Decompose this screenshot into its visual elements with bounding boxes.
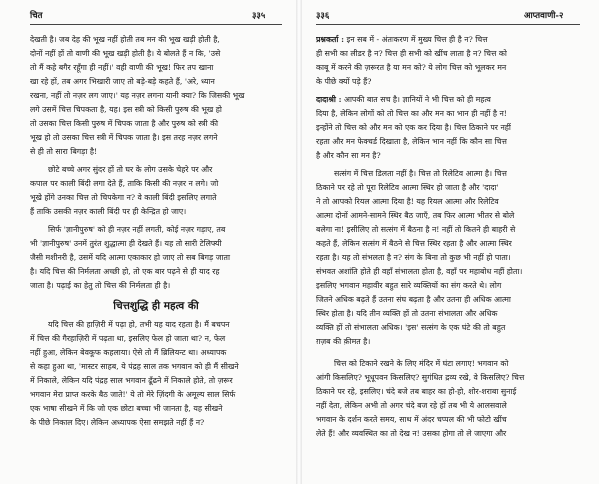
text-line: स्थिर होता है। यदि तीन व्यक्ति हों तो उतना संभालता और अधिक xyxy=(316,309,498,318)
text-line: रहता और मन फेक्चर्ड दिखाता है, लेकिन भान नहीं कि कौन सा चित्त xyxy=(316,137,507,146)
right-page-body xyxy=(316,33,580,442)
text-line: जितने अधिक बढ़ते हैं उतना संघ बढ़ता है और उतना ही अधिक आत्मा xyxy=(316,295,511,304)
left-header-rule xyxy=(30,24,282,25)
text-line: भगवान के दर्शन करते समय, साथ में अंदर चप्पल की भी फोटो खींच xyxy=(316,415,507,424)
text-line: नहीं देता, लेकिन अभी तो अगर चंदे बज रहे हों तब भी ये आलसवाले xyxy=(316,401,507,410)
text-line: में चित्त की गैरहाज़िरी में पढ़ता था, इसलिए फेल हो जाता था? न, फेल xyxy=(30,334,226,343)
text-line: ही सभी का लीडर है न? चित्त ही सभी को खींच लाता है न? चित्त को xyxy=(316,49,507,58)
left-page-header-title: चित xyxy=(30,11,43,21)
left-page-body xyxy=(30,33,282,431)
text-line: रहता है। यह तो संभलता है न? संग के बिना तो कुछ भी नहीं हो पाता। xyxy=(316,253,511,262)
text-line: कहते हैं, लेकिन सत्संग में बैठने से चित्त स्थिर रहता है और आत्मा स्थिर xyxy=(316,239,512,248)
text-line: के पीछे क्यों पड़े हैं? xyxy=(316,77,372,86)
left-paragraph-2 xyxy=(30,163,282,219)
questioner-label: प्रश्नकर्ता : xyxy=(316,35,344,44)
text-line: देखती है। जब देह की भूख नहीं होती तब मन की भूख खड़ी होती है, xyxy=(30,35,220,44)
text-line: जैसी मशीनरी है, उसमें यदि आत्मा एकाकार हो जाए तो सब बिगड़ जाता xyxy=(30,253,230,262)
text-line: आंगी किसलिए? भूधूपवन किसलिए? सुगंधित द्रव्य रखे, वे किसलिए? चित्त xyxy=(316,373,525,382)
text-line: बलेगा ना! इसीलिए तो सत्संग में बैठना है न! नहीं तो कितने ही बाहरी से xyxy=(316,225,516,234)
text-line: सत्संग में चित्त डिलता नहीं है। चित्त तो रिलेटिव आत्मा है। चित्त xyxy=(334,169,507,178)
left-paragraph-1 xyxy=(30,33,282,159)
right-page xyxy=(302,0,599,484)
text-line: खा रहे हों, तब अगर भिखारी जाए तो बड़े-बड़े कहते हैं, 'अरे, ध्यान xyxy=(30,77,215,86)
right-page-number: ३३६ xyxy=(316,11,330,21)
text-line: रखना, नहीं तो नज़र लग जाए।' यह नज़र लगना यानी क्या? कि जिसकी भूख xyxy=(30,91,245,100)
question-paragraph xyxy=(316,33,580,89)
text-line: कपाल पर काली बिंदी लगा देते हैं, ताकि किसी की नज़र न लगे। जो xyxy=(30,179,219,188)
text-line: ठिकाने पर रहे, इसलिए। चंदे बजे तब बाहर का हो-हो, शोर-शराबा सुनाई xyxy=(316,387,517,396)
text-line: से ही तो सारा बिगड़ा है! xyxy=(30,147,98,156)
left-page xyxy=(0,0,296,484)
text-line: है। यदि चित्त की निर्मलता अच्छी हो, तो एक बार पढ़ने से ही याद रह xyxy=(30,267,220,276)
text-line: यदि चित्त की हाज़िरी में पढ़ा हो, तभी यह याद रहता है। मैं बचपन xyxy=(48,320,230,329)
text-line: ने तो आपको रियल आत्मा दिया है! यह रियल आत्मा और रिलेटिव xyxy=(316,197,499,206)
text-line: आत्मा दोनों आमने-सामने स्थिर बैठ जाएँ, तब फिर आत्मा भीतर से बोले xyxy=(316,211,515,220)
text-line: है और कौन सा मन है? xyxy=(316,151,381,160)
text-line: हैं ताकि उसकी नज़र काली बिंदी पर ही केन्द्रित हो जाए। xyxy=(30,207,187,216)
text-line: इसलिए भगवान महावीर बहुत सारे व्यक्तियों का संग करते थे। लोग xyxy=(316,281,502,290)
text-line: व्यक्ति हों तो संभालता अधिक। 'इस' सत्संग के एक घंटे की तो बहुत xyxy=(316,323,506,332)
right-header-rule xyxy=(316,24,580,25)
text-line: भूख हो तो उसका चित्त स्त्री में चिपक जाता है। इस तरह नज़र लगने xyxy=(30,133,218,142)
text-line: इन सब में - अंतःकरण में मुख्य चित्त ही है न? चित्त xyxy=(346,35,488,44)
right-paragraph-2 xyxy=(316,167,580,349)
text-line: इन्होंने तो चित्त को और मन को एक कर दिया है। चित्त ठिकाने पर नहीं xyxy=(316,123,511,132)
text-line: लगे उसमें चित्त चिपकता है, यह। इस स्त्री को किसी पुरुष की भूख हो xyxy=(30,105,222,114)
text-line: जाता है। पढ़ाई का हेतु तो चित्त की निर्मलता ही है। xyxy=(30,281,171,290)
text-line: के पीछे निकाल दिए। लेकिन अध्यापक ऐसा समझते नहीं हैं न? xyxy=(30,418,205,427)
text-line: भी 'ज्ञानीपुरुष' उनमें तुरंत शुद्धात्मा ही देखते हैं। यह तो सारी टेलिफ्यी xyxy=(30,239,222,248)
text-line: लेते हैं! और व्यवस्थित का तो देख न! उसका होगा तो ले जाएगा और xyxy=(316,429,507,438)
text-line: में निकाले, लेकिन यदि पंद्रह साल भगवान ढूँढने में निकाले होते, तो ज़रूर xyxy=(30,376,233,385)
text-line: ग़ज़ब की क़ीमत है। xyxy=(316,337,371,346)
answer-paragraph xyxy=(316,93,580,163)
text-line: काबू में करने की ज़रूरत है या मन को? ये लोग चित्त को भूलकर मन xyxy=(316,63,507,72)
text-line: से कहा हुआ था, 'मास्टर साहब, ये पंद्रह साल तक भगवान को ही मैं सीखने xyxy=(30,362,239,371)
text-line: ठिकाने पर रहे तो पूरा रिलेटिव आत्मा स्थिर हो जाता है और 'दादा' xyxy=(316,183,499,192)
text-line: भूखे होंगे उनका चित्त तो चिपकेगा न? वे काली बिंदी इसलिए लगाते xyxy=(30,193,217,202)
left-page-number: ३३५ xyxy=(252,11,266,21)
text-line: तो उसका चित्त किसी पुरुष में चिपक जाता है और पुरुष को स्त्री की xyxy=(30,119,219,128)
text-line: सिर्फ 'ज्ञानीपुरुष' को ही नज़र नहीं लगती, कोई नज़र गड़ाए, तब xyxy=(48,225,226,234)
text-line: दोनों नहीं हों तो वाणी की भूख खड़ी होती है। ये बोलते हैं न कि, 'उसे xyxy=(30,49,221,58)
text-line: छोटे बच्चे अगर सुंदर हों तो घर के लोग उसके चेहरे पर और xyxy=(48,165,213,174)
text-line: भगवान मेरा प्राप्त करके बैठ जाते!' ये तो मेरे ज़िंदगी के अमूल्य साल सिर्फ xyxy=(30,390,236,399)
right-paragraph-3 xyxy=(316,357,580,441)
text-line: एक भाषा सीखने में कि जो एक छोटा बच्चा भी जानता है, यह सीखने xyxy=(30,404,223,413)
left-paragraph-3 xyxy=(30,223,282,293)
text-line: तो मैं कहे बगैर रहूँगा ही नहीं।' वही वाणी की भूख! फिर तप खाना xyxy=(30,63,214,72)
dadashri-label: दादाश्री : xyxy=(316,95,342,104)
section-heading: चित्तशुद्धि ही महत्व की xyxy=(113,300,199,312)
left-paragraph-4 xyxy=(30,318,282,430)
right-page-header-title: आप्तवाणी-२ xyxy=(524,11,564,21)
text-line: आपकी बात सच है। ज्ञानियों ने भी चित्त को ही महत्व xyxy=(343,95,491,104)
text-line: चित्त को टिकाने रखने के लिए मंदिर में घंटा लगाए! भगवान को xyxy=(334,359,509,368)
text-line: दिया है, लेकिन लोगों को तो चित्त का और मन का भान ही नहीं है न! xyxy=(316,109,507,118)
text-line: संभवत अशांति होते ही वहाँ संभालता होता है, वहाँ पर महाबोध नहीं होता। xyxy=(316,267,523,276)
text-line: नहीं हुआ, लेकिन बेवकूफ कहलाया। ऐसे तो मैं ब्रिलियन्ट था। अध्यापक xyxy=(30,348,227,357)
